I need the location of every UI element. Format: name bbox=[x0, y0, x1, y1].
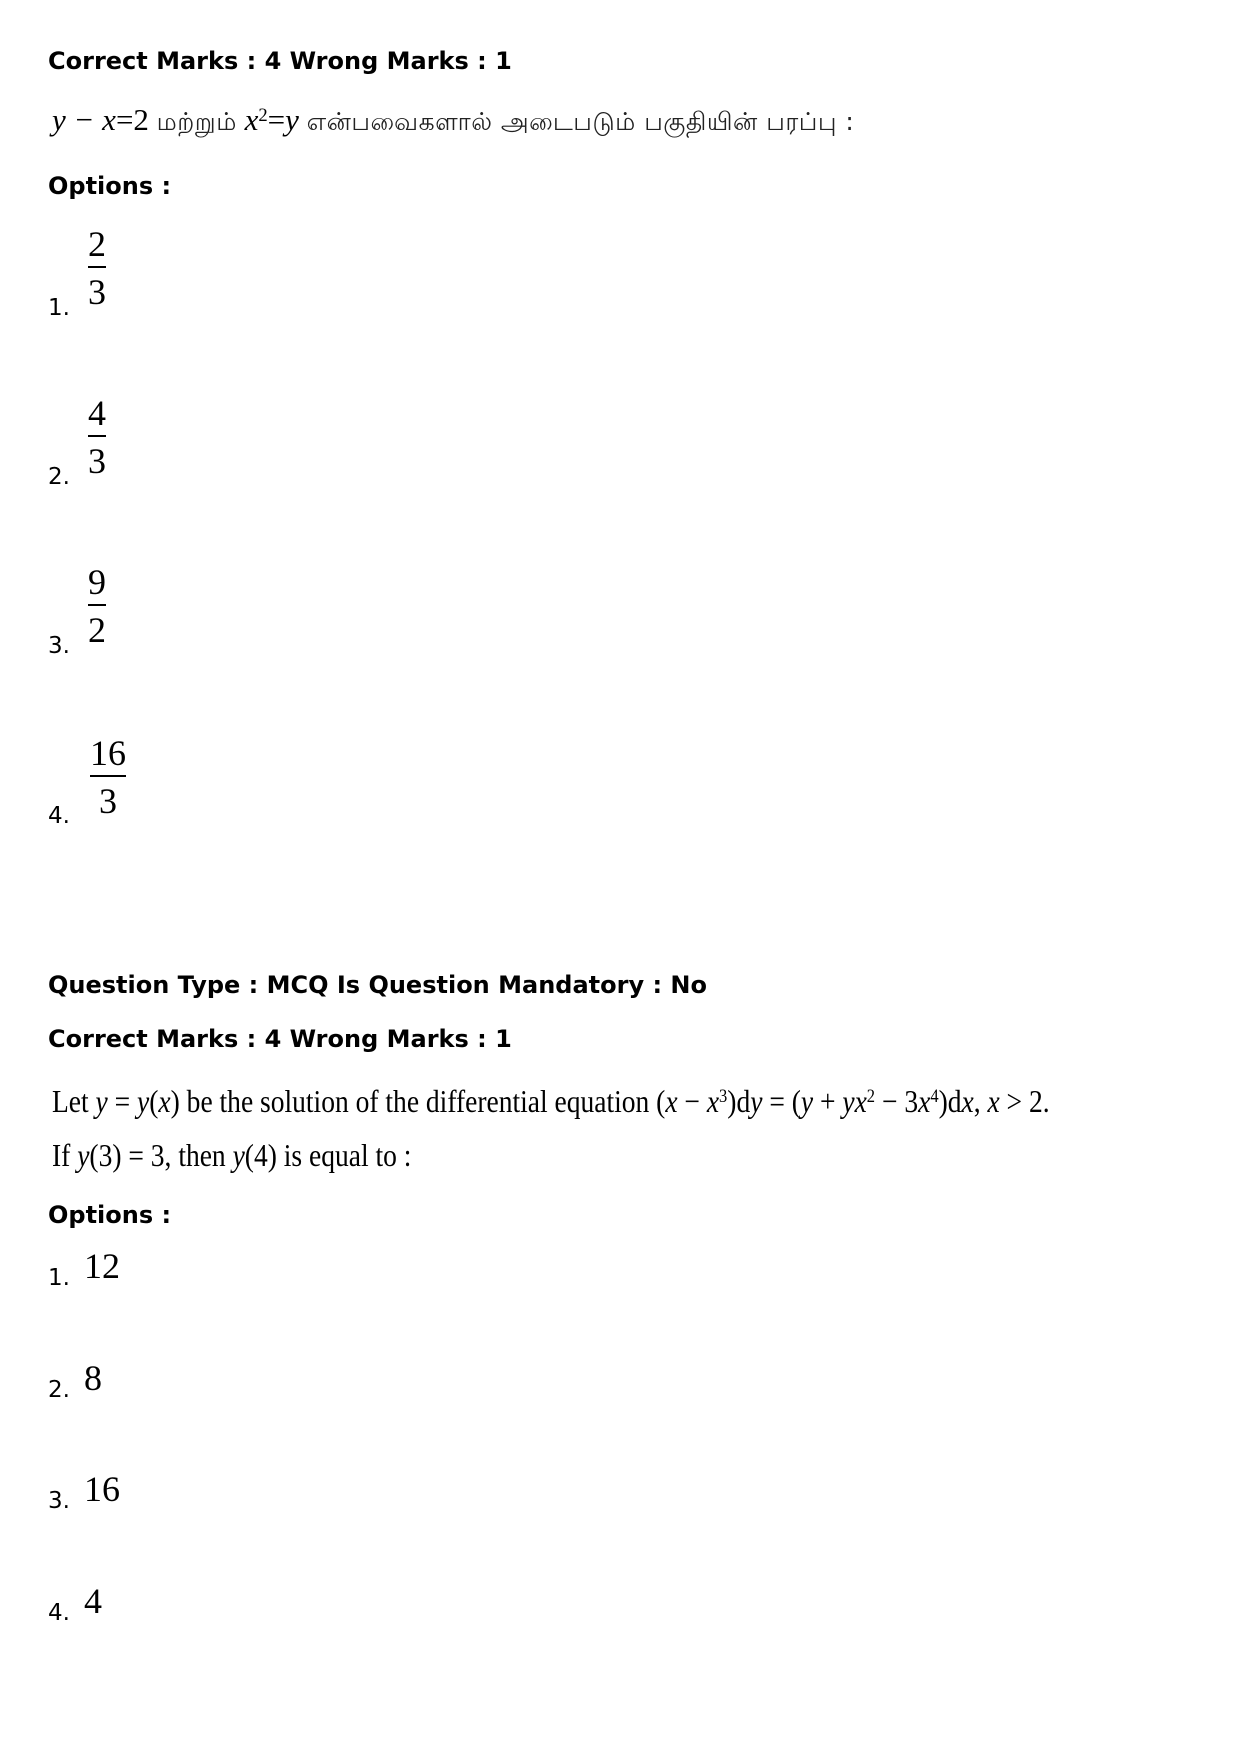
q1-options-label: Options : bbox=[48, 172, 172, 200]
q1-option-3-numerator: 9 bbox=[88, 562, 106, 602]
q2-options-label: Options : bbox=[48, 1201, 172, 1229]
q2-stem-line-2: If y(3) = 3, then y(4) is equal to : bbox=[52, 1137, 412, 1173]
q1-stem bbox=[52, 101, 854, 141]
q1-eq2-rest: = bbox=[267, 102, 286, 137]
q2-option-1-value[interactable]: 12 bbox=[84, 1246, 120, 1286]
q2-option-2-value[interactable]: 8 bbox=[84, 1358, 102, 1398]
fraction-bar bbox=[88, 435, 106, 437]
q1-eq2-y: y bbox=[285, 102, 299, 137]
q1-option-2-denominator: 3 bbox=[88, 441, 106, 481]
q2-option-2-number: 2. bbox=[48, 1377, 70, 1403]
q1-eq1-rest: =2 bbox=[115, 102, 149, 137]
q2-stem-line-1: Let y = y(x) be the solution of the differential equation $(x - x^3)dy = (y + yx^2 - 3x^4)dx$, x > 2. bbox=[52, 1083, 1050, 1119]
q1-option-1-fraction[interactable] bbox=[88, 224, 106, 312]
q1-option-1-denominator: 3 bbox=[88, 272, 106, 312]
fraction-bar bbox=[90, 775, 126, 777]
q1-option-3-fraction[interactable] bbox=[88, 562, 106, 650]
q2-marks-line: Correct Marks : 4 Wrong Marks : 1 bbox=[48, 1025, 512, 1053]
q1-stem-tail: என்பவைகளால் அடைபடும் பகுதியின் பரப்பு : bbox=[306, 107, 855, 136]
fraction-bar bbox=[88, 604, 106, 606]
q1-option-4-numerator: 16 bbox=[90, 733, 126, 773]
q2-option-4-number: 4. bbox=[48, 1600, 70, 1626]
q1-option-4-fraction[interactable] bbox=[90, 733, 126, 821]
q1-option-1-numerator: 2 bbox=[88, 224, 106, 264]
q1-eq1-lhs: y − x bbox=[52, 102, 116, 137]
q1-connector: மற்றும் bbox=[156, 107, 237, 136]
q1-eq2-x: x bbox=[244, 102, 259, 137]
q1-option-2-fraction[interactable] bbox=[88, 393, 106, 481]
q1-option-4-denominator: 3 bbox=[99, 781, 117, 821]
q2-option-3-value[interactable]: 16 bbox=[84, 1469, 120, 1509]
q1-marks-line: Correct Marks : 4 Wrong Marks : 1 bbox=[48, 47, 512, 75]
q2-stem bbox=[52, 1074, 1050, 1182]
q1-option-3-denominator: 2 bbox=[88, 610, 106, 650]
q1-eq2-exp: 2 bbox=[258, 104, 268, 126]
q2-option-3-number: 3. bbox=[48, 1488, 70, 1514]
q2-option-1-number: 1. bbox=[48, 1265, 70, 1291]
q1-option-2-number: 2. bbox=[48, 464, 70, 490]
q1-option-3-number: 3. bbox=[48, 633, 70, 659]
q2-option-4-value[interactable]: 4 bbox=[84, 1581, 102, 1621]
fraction-bar bbox=[88, 266, 106, 268]
q1-option-2-numerator: 4 bbox=[88, 393, 106, 433]
q1-option-1-number: 1. bbox=[48, 295, 70, 321]
q1-option-4-number: 4. bbox=[48, 803, 70, 829]
q2-type-line: Question Type : MCQ Is Question Mandatory : No bbox=[48, 971, 707, 999]
